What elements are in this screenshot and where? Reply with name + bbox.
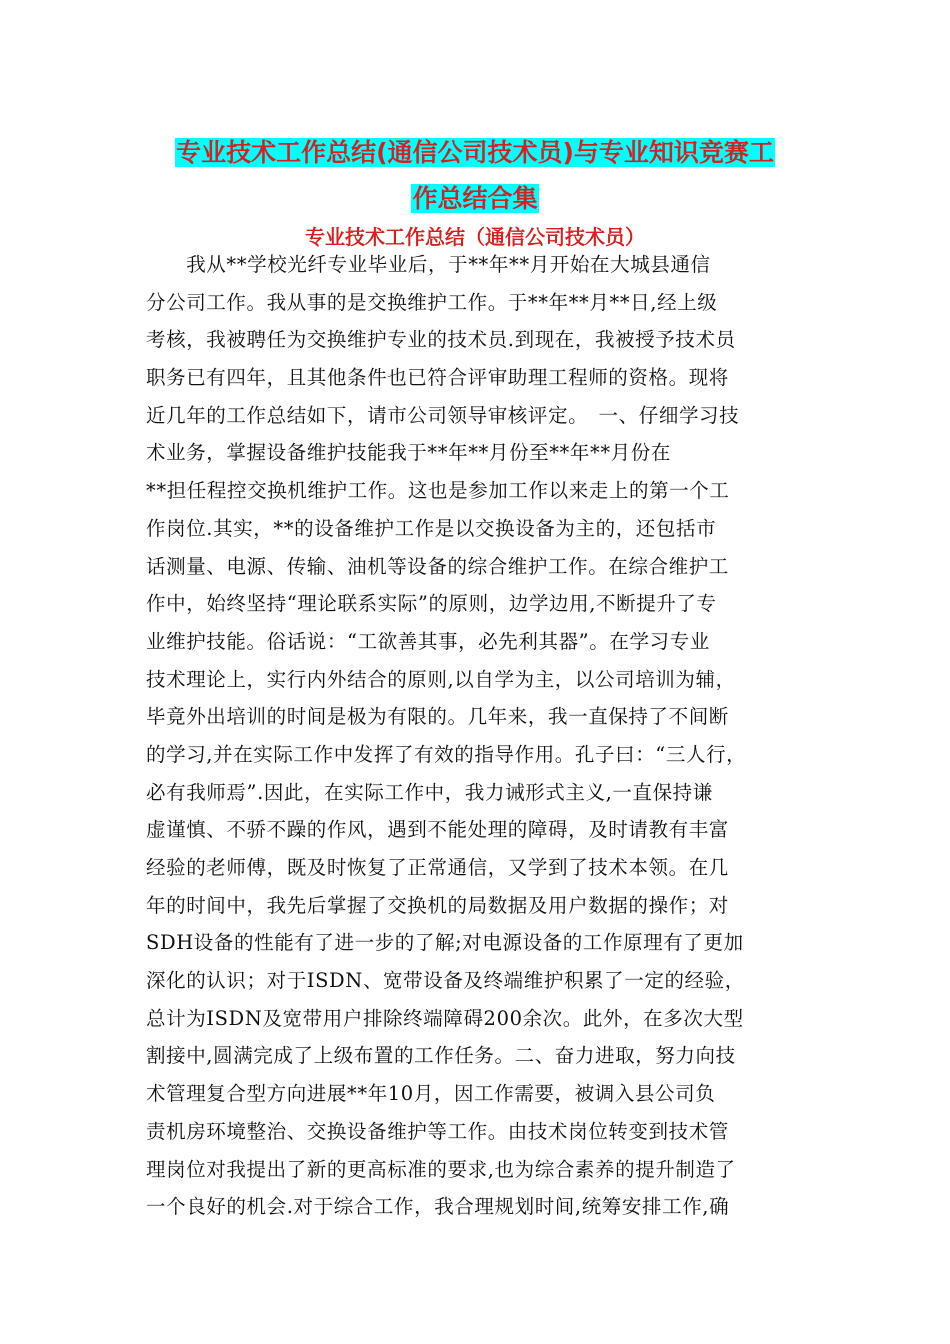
body-line: 理岗位对我提出了新的更高标准的要求,也为综合素养的提升制造了 [146,1157,736,1181]
body-line: 深化的认识；对于ISDN、宽带设备及终端维护积累了一定的经验， [146,969,745,993]
body-line: 作中，始终坚持“理论联系实际”的原则，边学边用,不断提升了专 [146,592,717,616]
title-highlight-2: 作总结合集 [412,184,538,213]
body-line: 我从**学校光纤专业毕业后，于**年**月开始在大城县通信 [146,253,711,276]
section-subtitle: 专业技术工作总结（通信公司技术员） [305,225,645,249]
body-line: 年的时间中，我先后掌握了交换机的局数据及用户数据的操作；对 [146,893,729,917]
body-line: 责机房环境整治、交换设备维护等工作。由技术岗位转变到技术管 [146,1119,729,1143]
body-line: 技术理论上，实行内外结合的原则,以自学为主，以公司培训为辅， [146,667,736,691]
body-line: SDH设备的性能有了进一步的了解;对电源设备的工作原理有了更加 [146,931,744,955]
body-line: 考核，我被聘任为交换维护专业的技术员.到现在，我被授予技术员 [146,328,736,352]
body-line: **担任程控交换机维护工作。这也是参加工作以来走上的第一个工 [146,479,730,503]
document-title-line-1 [100,134,850,172]
body-line: 业维护技能。俗话说：“工欲善其事，必先利其器”。在学习专业 [146,629,710,653]
body-line: 虚谨慎、不骄不躁的作风，遇到不能处理的障碍，及时请教有丰富 [146,818,729,842]
body-line: 必有我师焉”.因此，在实际工作中，我力诫形式主义,一直保持谦 [146,780,713,804]
body-line: 职务已有四年，且其他条件也已符合评审助理工程师的资格。现将 [146,366,729,390]
body-line: 话测量、电源、传输、油机等设备的综合维护工作。在综合维护工 [146,554,729,578]
body-line: 分公司工作。我从事的是交换维护工作。于**年**月**日,经上级 [146,290,718,314]
body-line: 一个良好的机会.对于综合工作，我合理规划时间,统筹安排工作,确 [146,1195,730,1219]
document-title-line-2 [100,180,850,218]
body-line: 经验的老师傅，既及时恢复了正常通信，又学到了技术本领。在几 [146,856,729,879]
body-line: 的学习,并在实际工作中发挥了有效的指导作用。孔子曰：“三人行， [146,742,747,766]
body-paragraph [146,246,806,1226]
body-line: 毕竟外出培训的时间是极为有限的。几年来，我一直保持了不间断 [146,705,729,729]
body-line: 割接中,圆满完成了上级布置的工作任务。二、奋力进取，努力向技 [146,1044,736,1068]
body-line: 术管理复合型方向进展**年10月，因工作需要，被调入县公司负 [146,1082,716,1106]
body-line: 近几年的工作总结如下，请市公司领导审核评定。 一、仔细学习技 [146,403,740,427]
body-line: 术业务，掌握设备维护技能我于**年**月份至**年**月份在 [146,441,672,465]
body-line: 总计为ISDN及宽带用户排除终端障碍200余次。此外，在多次大型 [146,1006,744,1030]
body-line: 作岗位.其实，**的设备维护工作是以交换设备为主的，还包括市 [146,516,717,540]
title-highlight-1: 专业技术工作总结(通信公司技术员)与专业知识竞赛工 [176,138,774,167]
